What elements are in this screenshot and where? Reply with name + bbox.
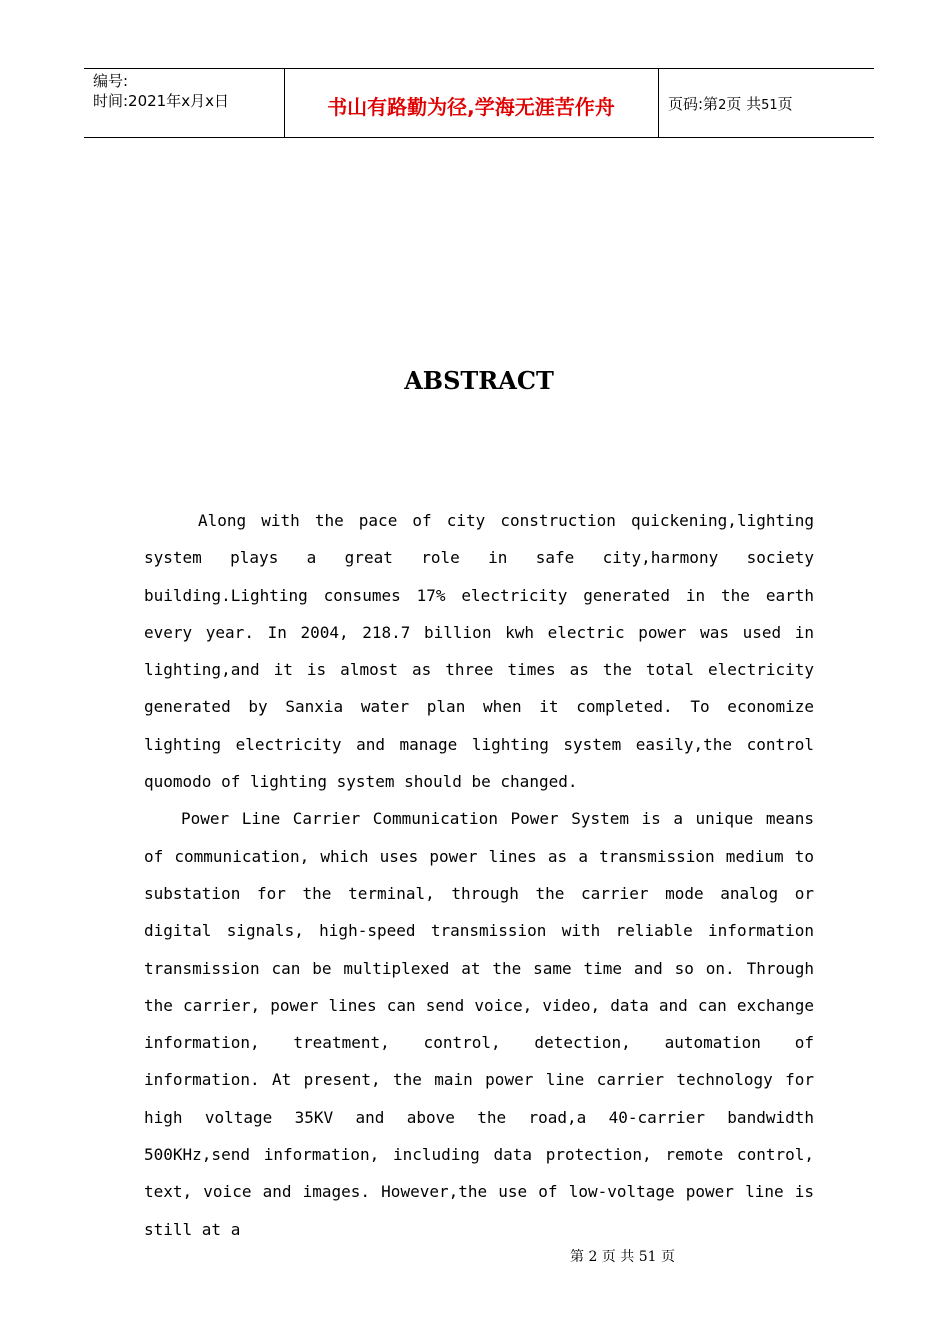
header-page-info: [668, 93, 793, 114]
abstract-title: ABSTRACT: [404, 366, 554, 395]
header-divider-right: [658, 69, 659, 137]
page-mid: 页 共: [726, 95, 762, 113]
header-motto: 书山有路勤为径,学海无涯苦作舟: [327, 95, 615, 119]
abstract-paragraph: Power Line Carrier Communication Power System is a unique means of communication, which uses power lines as a transmission medium to substation for the terminal, through the carrier mode analog or digital signals, high-speed transmission with reliable information transmission can be multiplexed at the same time and so on. Through the carrier, power lines can send voice, video, data and can exchange information, treatment, control, detection, automation of information. At present, the main power line carrier technology for high voltage 35KV and above the road,a 40-carrier bandwidth 500KHz,send information, including data protection, remote control, text, voice and images. However,the use of low-voltage power line is still at a: [144, 809, 814, 1239]
page-prefix: 页码:第: [668, 95, 719, 113]
abstract-body: [144, 502, 814, 1248]
header-meta: [93, 71, 229, 111]
page-suffix: 页: [777, 95, 793, 113]
page-footer: 第 2 页 共 51 页: [570, 1249, 675, 1265]
page-current: 2: [718, 98, 727, 113]
document-time-label: 时间:2021年x月x日: [93, 92, 229, 110]
document-number-label: 编号:: [93, 72, 129, 90]
page-header: [84, 68, 874, 138]
abstract-paragraph: Along with the pace of city construction quickening,lighting system plays a great role in safe city,harmony society building.Lighting consumes 17% electricity generated in the earth every year. In 2004, 218.7 billion kwh electric power was used in lighting,and it is almost as three times as the total electricity generated by Sanxia water plan when it completed. To economize lighting electricity and manage lighting system easily,the control quomodo of lighting system should be changed.: [144, 511, 814, 792]
page-total: 51: [761, 98, 778, 113]
